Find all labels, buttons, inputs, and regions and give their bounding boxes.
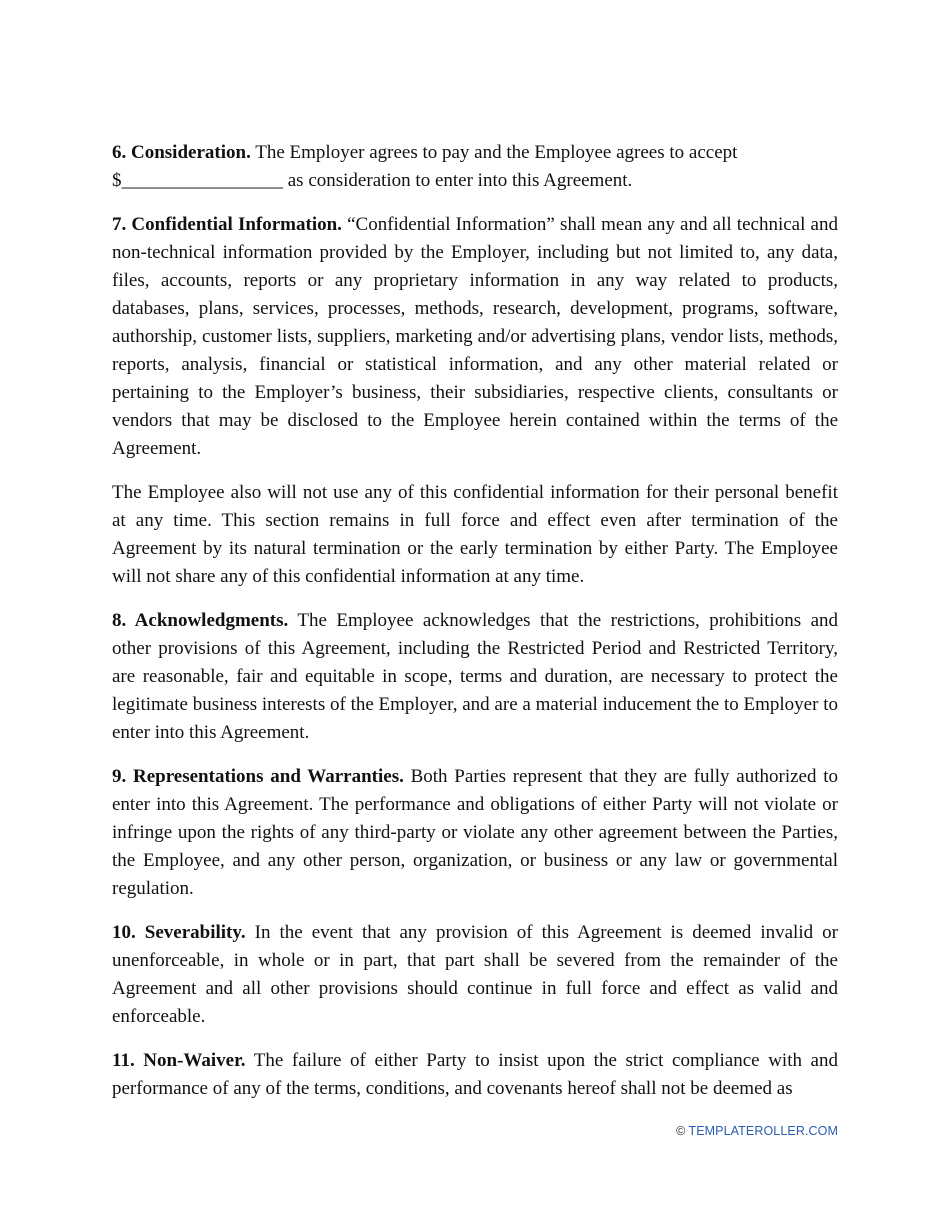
section-text: The Employee also will not use any of this confidential information for their personal benefit at any time. This section remains in full force and effect even after termination of the Agreement by its natural termination or the early termination by either Party. The Employee will not share any of this confidential information at any time. (112, 482, 838, 587)
footer-watermark (676, 1124, 838, 1138)
section-text: “Confidential Information” shall mean any and all technical and non-technical information provided by the Employer, including but not limited to, any data, files, accounts, reports or any proprietary information in any way related to products, databases, plans, services, processes, methods, research, development, programs, software, authorship, customer lists, suppliers, marketing and/or advertising plans, vendor lists, methods, reports, analysis, financial or statistical information, and any other material related or pertaining to the Employer’s business, their subsidiaries, respective clients, consultants or vendors that may be disclosed to the Employee herein contained within the terms of the Agreement. (112, 214, 838, 459)
section-text: The Employer agrees to pay and the Employee agrees to accept (250, 142, 738, 163)
section-text: The failure of either Party to insist upon the strict compliance with and performance of any of the terms, conditions, and covenants hereof shall not be deemed as (112, 1050, 838, 1099)
section-text: In the event that any provision of this Agreement is deemed invalid or unenforceable, in whole or in part, that part shall be severed from the remainder of the Agreement and all other provisions should continue in full force and effect as valid and enforceable. (112, 922, 838, 1027)
section-representations-warranties (112, 763, 838, 903)
consideration-amount-line: $_________________ as consideration to enter into this Agreement. (112, 170, 633, 191)
section-text: The Employee acknowledges that the restrictions, prohibitions and other provisions of this Agreement, including the Restricted Period and Restricted Territory, are reasonable, fair and equitable in scope, terms and duration, are necessary to protect the legitimate business interests of the Employer, and are a material inducement the to Employer to enter into this Agreement. (112, 610, 838, 743)
section-heading: 7. Confidential Information. (112, 214, 342, 235)
section-acknowledgments (112, 607, 838, 747)
document-page (112, 139, 838, 1119)
section-heading: 8. Acknowledgments. (112, 610, 289, 631)
section-severability (112, 919, 838, 1031)
section-text: Both Parties represent that they are fully authorized to enter into this Agreement. The performance and obligations of either Party will not violate or infringe upon the rights of any third-party or violate any other agreement between the Parties, the Employee, and any other person, organization, or business or any law or governmental regulation. (112, 766, 838, 899)
copyright-symbol: © (676, 1124, 686, 1138)
section-confidential-information-continued (112, 479, 838, 591)
section-non-waiver (112, 1047, 838, 1103)
section-heading: 9. Representations and Warranties. (112, 766, 404, 787)
section-consideration (112, 139, 838, 195)
section-heading: 6. Consideration. (112, 142, 251, 163)
footer-brand-link[interactable]: TEMPLATEROLLER.COM (688, 1124, 838, 1138)
section-heading: 11. Non-Waiver. (112, 1050, 246, 1071)
section-heading: 10. Severability. (112, 922, 246, 943)
section-confidential-information (112, 211, 838, 463)
